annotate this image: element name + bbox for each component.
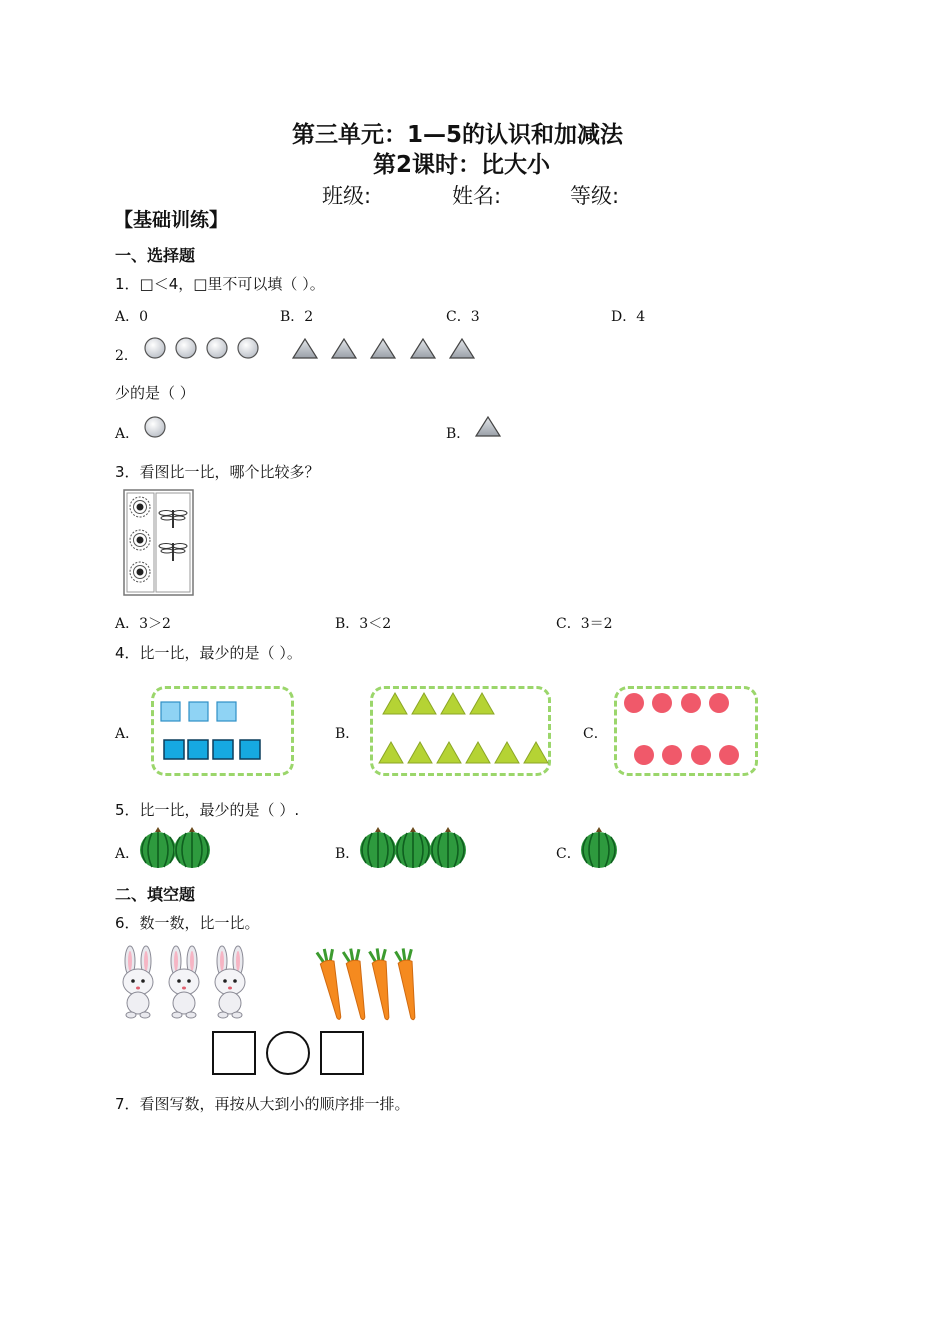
name-label: 姓名: <box>452 184 502 208</box>
q6-answer-box-left[interactable] <box>213 1032 255 1074</box>
q4-text: 4．比一比，最少的是（ ）。 <box>115 644 302 662</box>
carrot-icon <box>395 947 421 1021</box>
section-fill: 二、填空题 <box>115 885 196 904</box>
q2-number: 2． <box>115 348 138 364</box>
q2-option-a[interactable]: A． <box>115 426 140 442</box>
q1-text: 1．□＜4，□里不可以填（ ）。 <box>115 275 325 293</box>
q6-answer-box-right[interactable] <box>321 1032 363 1074</box>
grade-label: 等级: <box>570 184 620 208</box>
lesson-title: 第2课时：比大小 <box>373 152 551 178</box>
q5-option-c[interactable]: C． <box>556 846 581 862</box>
q6-answer-circle[interactable] <box>267 1032 309 1074</box>
q6-text: 6．数一数，比一比。 <box>115 914 260 932</box>
class-label: 班级: <box>322 184 372 208</box>
q1-option-c[interactable]: C．3 <box>446 309 480 325</box>
page-title: 第三单元：1—5的认识和加减法 <box>292 122 624 148</box>
rabbit-icon <box>123 946 153 1018</box>
section-basic-training: 【基础训练】 <box>114 209 229 231</box>
q3-option-c[interactable]: C．3＝2 <box>556 616 613 632</box>
q7-text: 7．看图写数，再按从大到小的顺序排一排。 <box>115 1095 410 1113</box>
section-choice: 一、选择题 <box>115 246 196 265</box>
q5-text: 5．比一比，最少的是（ ）. <box>115 801 300 819</box>
q5-option-a[interactable]: A． <box>115 846 140 862</box>
q3-text: 3．看图比一比，哪个比较多？ <box>115 463 320 481</box>
q3-option-a[interactable]: A．3＞2 <box>115 616 171 632</box>
q1-option-d[interactable]: D．4 <box>611 309 646 325</box>
carrot-icon <box>369 947 395 1021</box>
carrot-icon <box>343 947 371 1021</box>
q4-option-c[interactable]: C． <box>583 726 608 742</box>
rabbit-icon <box>215 946 245 1018</box>
q2-option-b[interactable]: B． <box>446 426 471 442</box>
carrot-icon <box>316 947 347 1021</box>
q3-option-b[interactable]: B．3＜2 <box>335 616 392 632</box>
q2-prompt: 少的是（ ） <box>115 384 195 402</box>
q1-option-a[interactable]: A．0 <box>115 309 149 325</box>
q4-option-a[interactable]: A． <box>115 726 140 742</box>
rabbit-icon <box>169 946 199 1018</box>
q5-option-b[interactable]: B． <box>335 846 360 862</box>
q4-option-b[interactable]: B． <box>335 726 360 742</box>
q1-option-b[interactable]: B．2 <box>280 309 314 325</box>
